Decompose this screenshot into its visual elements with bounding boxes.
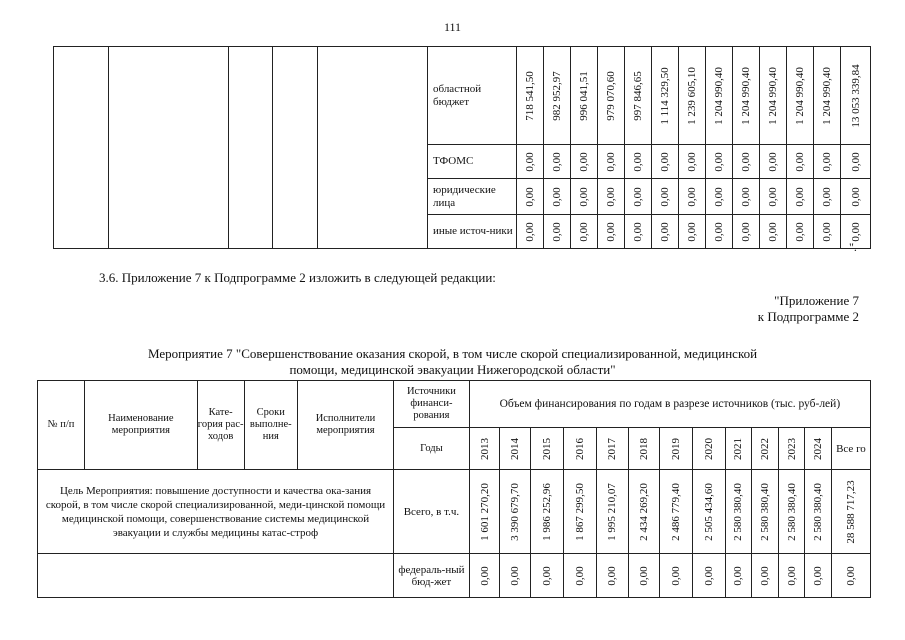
year-header (469, 428, 500, 470)
value-cell (544, 145, 571, 179)
value-cell-text: 2 505 434,60 (702, 482, 715, 541)
value-cell-text: 0,00 (659, 186, 671, 207)
value-cell-text: 0,00 (713, 221, 725, 242)
value-cell-text: 2 486 779,40 (669, 482, 682, 541)
value-cell (598, 145, 625, 179)
value-cell (531, 554, 564, 598)
header-years-label: Годы (394, 428, 470, 470)
value-cell (725, 554, 752, 598)
value-cell-text: 2 580 380,40 (732, 482, 745, 541)
value-cell (760, 179, 787, 215)
value-cell (500, 470, 531, 554)
value-cell-text: 2 580 380,40 (785, 482, 798, 541)
year-header-text: 2020 (702, 437, 715, 460)
blank-category-cell (229, 47, 273, 249)
value-cell-text: 0,00 (740, 186, 752, 207)
value-cell-text: 0,00 (732, 565, 745, 586)
value-cell (531, 470, 564, 554)
value-cell-text: 2 580 380,40 (812, 482, 825, 541)
value-cell-text: 982 952,97 (551, 70, 563, 121)
value-cell-text: 0,00 (794, 221, 806, 242)
value-cell-text: 0,00 (767, 186, 779, 207)
value-cell (629, 554, 660, 598)
value-cell (831, 470, 870, 554)
value-cell-text: 0,00 (849, 221, 862, 242)
year-header (778, 428, 805, 470)
year-header-text: 2017 (606, 437, 619, 460)
header-sources: Источники финанси-рования (394, 381, 470, 428)
value-cell (571, 215, 598, 249)
blank-terms-cell (273, 47, 318, 249)
value-cell (652, 47, 679, 145)
year-header (500, 428, 531, 470)
value-cell-text: 1 995 210,07 (606, 482, 619, 541)
year-header (563, 428, 596, 470)
value-cell-text: 0,00 (551, 186, 563, 207)
value-cell (841, 179, 871, 215)
year-header-text: 2014 (509, 437, 522, 460)
value-cell-text: 718 541,50 (524, 70, 536, 121)
value-cell (544, 47, 571, 145)
blank-name-cell (109, 47, 229, 249)
value-cell (571, 47, 598, 145)
year-header (692, 428, 725, 470)
value-cell-text: 3 390 679,70 (509, 482, 522, 541)
header-name: Наименование мероприятия (85, 381, 198, 470)
year-header (531, 428, 564, 470)
value-cell (733, 47, 760, 145)
year-header (629, 428, 660, 470)
value-cell (596, 554, 629, 598)
year-header-text: 2021 (732, 437, 745, 460)
value-cell-text: 0,00 (605, 186, 617, 207)
header-row (38, 381, 871, 428)
source-label: иные источ-ники (428, 215, 517, 249)
value-cell (814, 47, 841, 145)
value-cell (625, 47, 652, 145)
value-cell (563, 554, 596, 598)
value-cell (805, 554, 832, 598)
value-cell (733, 179, 760, 215)
value-cell (733, 215, 760, 249)
table-title (40, 346, 865, 378)
value-cell (787, 215, 814, 249)
value-cell-text: 0,00 (606, 565, 619, 586)
value-cell-text: 2 580 380,40 (758, 482, 771, 541)
value-cell (544, 179, 571, 215)
page-number: 111 (443, 20, 462, 34)
value-cell (787, 145, 814, 179)
value-cell-text: 997 846,65 (632, 70, 644, 121)
value-cell (652, 145, 679, 179)
value-cell-text: 1 867 299,50 (573, 482, 586, 541)
value-cell-text: 0,00 (573, 565, 586, 586)
value-cell (598, 179, 625, 215)
value-cell (660, 554, 693, 598)
value-cell (563, 470, 596, 554)
year-header-text: 2022 (758, 437, 771, 460)
value-cell-text: 0,00 (541, 565, 554, 586)
value-cell (778, 554, 805, 598)
section-instruction: 3.6. Приложение 7 к Подпрограмме 2 изложить в следующей редакции: (99, 270, 496, 285)
value-cell (805, 470, 832, 554)
value-cell (692, 470, 725, 554)
appendix-heading (758, 293, 859, 325)
value-cell-text: 0,00 (767, 221, 779, 242)
value-cell (517, 47, 544, 145)
value-cell-text: 996 041,51 (578, 70, 590, 121)
value-cell (517, 179, 544, 215)
value-cell-text: 0,00 (659, 151, 671, 172)
value-cell-text: 1 601 270,20 (478, 482, 491, 541)
value-cell-text: 0,00 (524, 221, 536, 242)
year-header-text: 2018 (638, 437, 651, 460)
value-cell-text: 0,00 (524, 186, 536, 207)
value-cell (571, 179, 598, 215)
value-cell-text: 0,00 (669, 565, 682, 586)
value-cell-text: 1 204 990,40 (713, 66, 725, 125)
value-cell-text: 0,00 (740, 221, 752, 242)
value-cell (706, 145, 733, 179)
value-cell-text: 0,00 (713, 151, 725, 172)
closing-quote: ". (849, 240, 857, 254)
value-cell (706, 215, 733, 249)
year-header (725, 428, 752, 470)
value-cell-text: 0,00 (767, 151, 779, 172)
main-table (37, 380, 871, 598)
value-cell (787, 47, 814, 145)
table-title-line-2: помощи, медицинской эвакуации Нижегородской области" (289, 362, 616, 377)
value-cell (814, 179, 841, 215)
source-label: областной бюджет (428, 47, 517, 145)
value-cell (814, 145, 841, 179)
year-header-text: 2024 (812, 437, 825, 460)
value-cell (778, 470, 805, 554)
blank-num-cell (54, 47, 109, 249)
value-cell-text: 0,00 (821, 221, 833, 242)
value-cell-text: 0,00 (578, 221, 590, 242)
value-cell (841, 47, 871, 145)
value-cell-text: 0,00 (849, 151, 862, 172)
appendix-line-1: "Приложение 7 (774, 293, 859, 308)
continuation-table (53, 46, 871, 249)
value-cell-text: 0,00 (605, 221, 617, 242)
value-cell-text: 0,00 (478, 565, 491, 586)
header-volume: Объем финансирования по годам в разрезе источников (тыс. руб-лей) (469, 381, 870, 428)
value-cell-text: 0,00 (578, 151, 590, 172)
value-cell-text: 0,00 (638, 565, 651, 586)
value-cell-text: 1 986 252,96 (541, 482, 554, 541)
value-cell (752, 554, 779, 598)
value-cell-text: 1 204 990,40 (740, 66, 752, 125)
value-cell (652, 179, 679, 215)
goal-text: Цель Мероприятия: повышение доступности и качества ока-зания скорой, в том числе скорой специализированной, меди-цинской помощи медицинской помощи, совершенствование системы медицинской эвакуации и службы медицины катас-строф (38, 470, 394, 554)
year-header (805, 428, 832, 470)
value-cell (517, 145, 544, 179)
year-header (596, 428, 629, 470)
value-cell-text: 1 204 990,40 (821, 66, 833, 125)
value-cell-text: 0,00 (632, 186, 644, 207)
value-cell (706, 47, 733, 145)
source-label: ТФОМС (428, 145, 517, 179)
year-header (752, 428, 779, 470)
value-cell-text: 0,00 (632, 151, 644, 172)
value-cell (841, 145, 871, 179)
value-cell (596, 470, 629, 554)
year-header-text: 2016 (573, 437, 586, 460)
value-cell-text: 0,00 (849, 186, 862, 207)
value-cell-text: 0,00 (509, 565, 522, 586)
value-cell (733, 145, 760, 179)
value-cell (787, 179, 814, 215)
value-cell-text: 0,00 (632, 221, 644, 242)
value-cell-text: 0,00 (740, 151, 752, 172)
value-cell (500, 554, 531, 598)
value-cell (760, 145, 787, 179)
source-label: федераль-ный бюд-жет (394, 554, 470, 598)
value-cell (571, 145, 598, 179)
value-cell (625, 145, 652, 179)
value-cell-text: 1 114 329,50 (659, 66, 671, 125)
year-header-text: 2013 (478, 437, 491, 460)
source-label: юридические лица (428, 179, 517, 215)
value-cell (679, 179, 706, 215)
value-cell-text: 0,00 (524, 151, 536, 172)
value-cell (598, 215, 625, 249)
value-cell-text: 13 053 339,84 (849, 63, 862, 128)
value-cell (629, 470, 660, 554)
header-category: Кате-гория рас-ходов (197, 381, 244, 470)
year-header-total: Все го (831, 428, 870, 470)
table-title-line-1: Мероприятие 7 "Совершенствование оказания скорой, в том числе скорой специализированной, медицинской (147, 346, 758, 361)
value-cell (679, 145, 706, 179)
value-cell-text: 0,00 (844, 565, 857, 586)
value-cell-text: 2 434 269,20 (638, 482, 651, 541)
total-row (38, 470, 871, 554)
appendix-line-2: к Подпрограмме 2 (757, 309, 859, 324)
value-cell-text: 0,00 (785, 565, 798, 586)
value-cell (752, 470, 779, 554)
year-header (660, 428, 693, 470)
header-num: № п/п (38, 381, 85, 470)
value-cell-text: 0,00 (794, 186, 806, 207)
value-cell-text: 0,00 (758, 565, 771, 586)
value-cell-text: 0,00 (713, 186, 725, 207)
value-cell-text: 0,00 (578, 186, 590, 207)
value-cell (517, 215, 544, 249)
value-cell (469, 554, 500, 598)
value-cell (725, 470, 752, 554)
year-header-text: 2015 (541, 437, 554, 460)
value-cell (760, 215, 787, 249)
source-label: Всего, в т.ч. (394, 470, 470, 554)
header-terms: Сроки выполне-ния (244, 381, 297, 470)
year-header-text: 2023 (785, 437, 798, 460)
value-cell (598, 47, 625, 145)
value-cell (625, 179, 652, 215)
value-cell (706, 179, 733, 215)
value-cell (692, 554, 725, 598)
value-cell (760, 47, 787, 145)
header-executors: Исполнители мероприятия (297, 381, 393, 470)
goal-text-continuation (38, 554, 394, 598)
value-cell (814, 215, 841, 249)
value-cell (679, 47, 706, 145)
value-cell (544, 215, 571, 249)
value-cell (625, 215, 652, 249)
value-cell (679, 215, 706, 249)
value-cell-text: 1 239 605,10 (686, 66, 698, 125)
value-cell (831, 554, 870, 598)
value-cell-text: 0,00 (551, 151, 563, 172)
value-cell-text: 0,00 (794, 151, 806, 172)
value-cell-text: 1 204 990,40 (767, 66, 779, 125)
value-cell-text: 979 070,60 (605, 70, 617, 121)
value-cell-text: 28 588 717,23 (844, 479, 857, 544)
value-cell-text: 0,00 (551, 221, 563, 242)
value-cell (652, 215, 679, 249)
value-cell-text: 0,00 (821, 186, 833, 207)
value-cell-text: 1 204 990,40 (794, 66, 806, 125)
value-cell-text: 0,00 (605, 151, 617, 172)
top-table-row (54, 47, 871, 145)
value-cell-text: 0,00 (821, 151, 833, 172)
value-cell-text: 0,00 (659, 221, 671, 242)
value-cell-text: 0,00 (812, 565, 825, 586)
value-cell (469, 470, 500, 554)
value-cell (660, 470, 693, 554)
value-cell-text: 0,00 (702, 565, 715, 586)
year-header-text: 2019 (669, 437, 682, 460)
federal-row (38, 554, 871, 598)
value-cell-text: 0,00 (686, 186, 698, 207)
value-cell-text: 0,00 (686, 151, 698, 172)
value-cell-text: 0,00 (686, 221, 698, 242)
blank-executors-cell (318, 47, 428, 249)
